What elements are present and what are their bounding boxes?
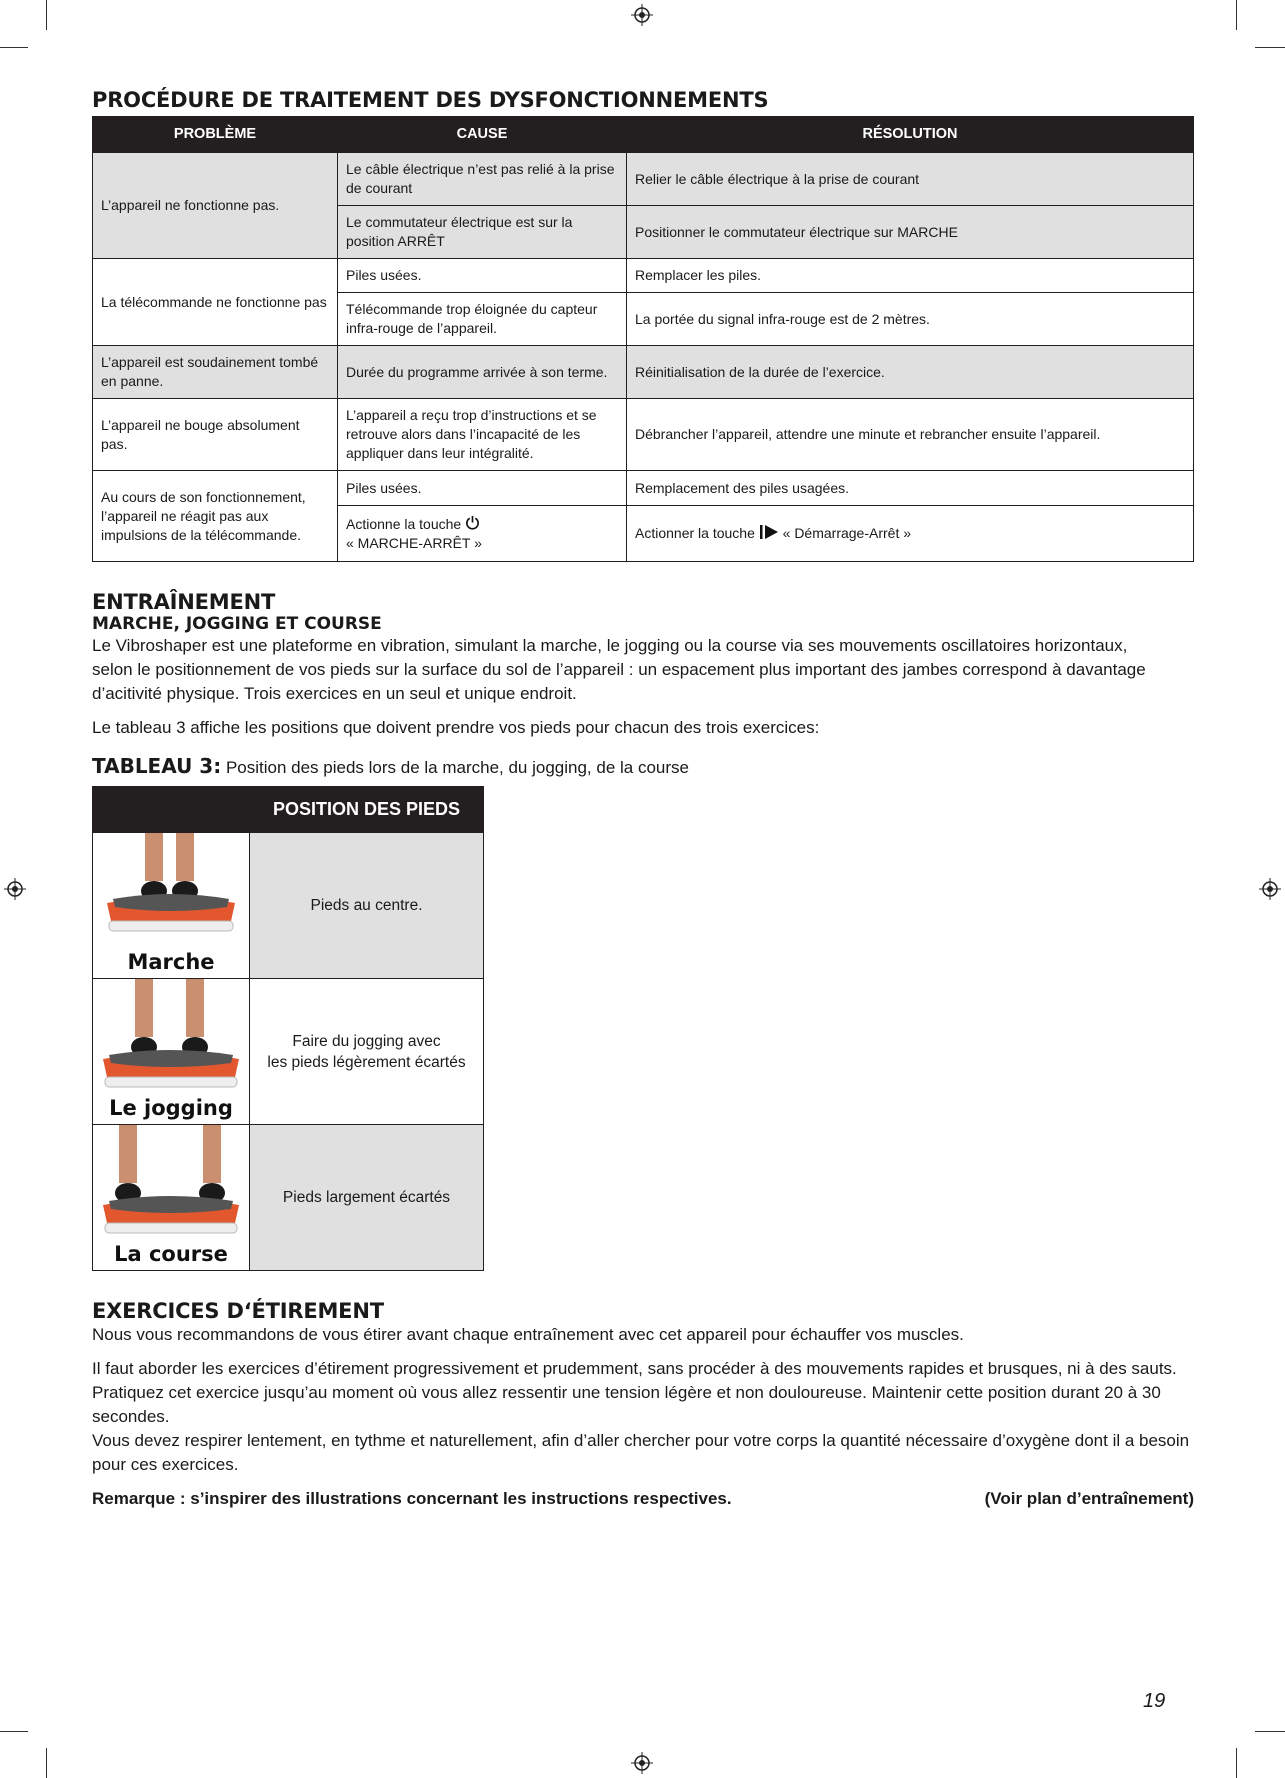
position-description: Pieds largement écartés: [250, 1125, 484, 1271]
crop-mark: [46, 1748, 47, 1778]
resolution-text: Actionner la touche: [635, 525, 755, 541]
table-row: [93, 259, 1194, 293]
table-row: [93, 399, 1194, 471]
table-row: [93, 471, 1194, 506]
cause-cell: Télécommande trop éloignée du capteur infra-rouge de l’appareil.: [338, 293, 627, 346]
registration-mark-icon: [631, 1752, 653, 1774]
registration-mark-icon: [4, 878, 26, 900]
column-header-cause: CAUSE: [338, 117, 627, 153]
crop-mark: [1236, 1748, 1237, 1778]
training-subtitle: MARCHE, JOGGING ET COURSE: [92, 614, 382, 634]
table-caption: [92, 754, 1194, 778]
resolution-cell: Remplacement des piles usagées.: [627, 471, 1194, 506]
troubleshooting-table: [92, 116, 1194, 562]
registration-mark-icon: [1259, 878, 1281, 900]
problem-cell: L’appareil est soudainement tombé en panne.: [93, 346, 338, 399]
problem-cell: L’appareil ne fonctionne pas.: [93, 153, 338, 259]
page-number: 19: [1143, 1690, 1166, 1712]
position-description-line: les pieds légèrement écartés: [267, 1053, 466, 1071]
feet-position-table: [92, 786, 484, 1271]
table-row: [93, 346, 1194, 399]
cause-cell: [338, 506, 627, 562]
table-row: [93, 1125, 484, 1271]
resolution-cell: Débrancher l’appareil, attendre une minute et rebrancher ensuite l’appareil.: [627, 399, 1194, 471]
cause-text: Actionne la touche: [346, 515, 462, 532]
resolution-cell: Relier le câble électrique à la prise de courant: [627, 153, 1194, 206]
crop-mark: [0, 47, 28, 48]
stretching-paragraph: Il faut aborder les exercices d’étirement progressivement et prudemment, sans procéder à des mouvements rapides et brusques, ni à des sauts. Pratiquez cet exercice jusqu’au moment où vous allez ressentir une tension légère et non douloureuse. Maintenir cette position durant 20 à 30 secondes.: [92, 1359, 1177, 1426]
training-paragraph: Le tableau 3 affiche les positions que doivent prendre vos pieds pour chacun des trois exercices:: [92, 718, 820, 737]
exercise-label: La course: [114, 1242, 228, 1266]
crop-mark: [1255, 1731, 1285, 1732]
header-spacer: [93, 787, 250, 833]
cause-cell: Le commutateur électrique est sur la position ARRÊT: [338, 206, 627, 259]
resolution-cell: Remplacer les piles.: [627, 259, 1194, 293]
cause-text: « MARCHE-ARRÊT »: [346, 534, 482, 551]
crop-mark: [1255, 47, 1285, 48]
position-description: [250, 979, 484, 1125]
table-row: [93, 833, 484, 979]
table-row: [93, 979, 484, 1125]
registration-mark-icon: [631, 4, 653, 26]
note-row: [92, 1489, 1194, 1509]
exercise-image-cell: [93, 1125, 250, 1271]
exercise-image-cell: [93, 979, 250, 1125]
note-text: Remarque : s’inspirer des illustrations concernant les instructions respectives.: [92, 1489, 732, 1508]
page-content: [92, 88, 1194, 1509]
resolution-cell: [627, 506, 1194, 562]
position-description: Pieds au centre.: [250, 833, 484, 979]
crop-mark: [1236, 0, 1237, 30]
play-pause-icon: [759, 524, 779, 540]
note-reference: (Voir plan d’entraînement): [984, 1489, 1194, 1508]
crop-mark: [0, 1731, 28, 1732]
table-label: TABLEAU 3:: [92, 754, 222, 778]
stretching-paragraph: Vous devez respirer lentement, en tythme et naturellement, afin d’aller chercher pour votre corps la quantité nécessaire d’oxygène dont il a besoin pour ces exercices.: [92, 1431, 1190, 1474]
cause-cell: L’appareil a reçu trop d’instructions et se retrouve alors dans l’incapacité de les appliquer dans leur intégralité.: [338, 399, 627, 471]
table-row: [93, 153, 1194, 206]
exercise-label: Le jogging: [109, 1096, 233, 1120]
crop-mark: [46, 0, 47, 30]
problem-cell: L’appareil ne bouge absolument pas.: [93, 399, 338, 471]
resolution-cell: La portée du signal infra-rouge est de 2 mètres.: [627, 293, 1194, 346]
exercise-image-cell: [93, 833, 250, 979]
cause-cell: Le câble électrique n’est pas relié à la prise de courant: [338, 153, 627, 206]
stretching-title: EXERCICES D‘ÉTIREMENT: [92, 1299, 384, 1323]
cause-cell: Piles usées.: [338, 259, 627, 293]
training-paragraph: Le Vibroshaper est une plateforme en vibration, simulant la marche, le jogging ou la course via ses mouvements oscillatoires horizontaux, selon le positionnement de vos pieds sur la surface du sol de l’appareil : un espacement plus important des jambes correspond à davantage d’acitivité physique. Trois exercices en un seul et unique endroit.: [92, 636, 1146, 703]
troubleshooting-title: PROCÉDURE DE TRAITEMENT DES DYSFONCTIONNEMENTS: [92, 88, 769, 112]
position-description-line: Faire du jogging avec: [292, 1032, 441, 1050]
column-header-problem: PROBLÈME: [93, 117, 338, 153]
problem-cell: La télécommande ne fonctionne pas: [93, 259, 338, 346]
resolution-cell: Positionner le commutateur électrique sur MARCHE: [627, 206, 1194, 259]
column-header-resolution: RÉSOLUTION: [627, 117, 1194, 153]
power-icon: [465, 515, 480, 530]
resolution-text: « Démarrage-Arrêt »: [782, 525, 912, 541]
exercise-label: Marche: [127, 950, 215, 974]
table-caption-text: Position des pieds lors de la marche, du jogging, de la course: [225, 758, 689, 777]
problem-cell: Au cours de son fonctionnement, l’appareil ne réagit pas aux impulsions de la télécommande.: [93, 471, 338, 562]
resolution-cell: Réinitialisation de la durée de l’exercice.: [627, 346, 1194, 399]
cause-cell: Piles usées.: [338, 471, 627, 506]
cause-cell: Durée du programme arrivée à son terme.: [338, 346, 627, 399]
stretching-paragraph: Nous vous recommandons de vous étirer avant chaque entraînement avec cet appareil pour échauffer vos muscles.: [92, 1325, 964, 1344]
training-title: ENTRAÎNEMENT: [92, 590, 276, 614]
column-header-feet-position: POSITION DES PIEDS: [250, 787, 484, 833]
